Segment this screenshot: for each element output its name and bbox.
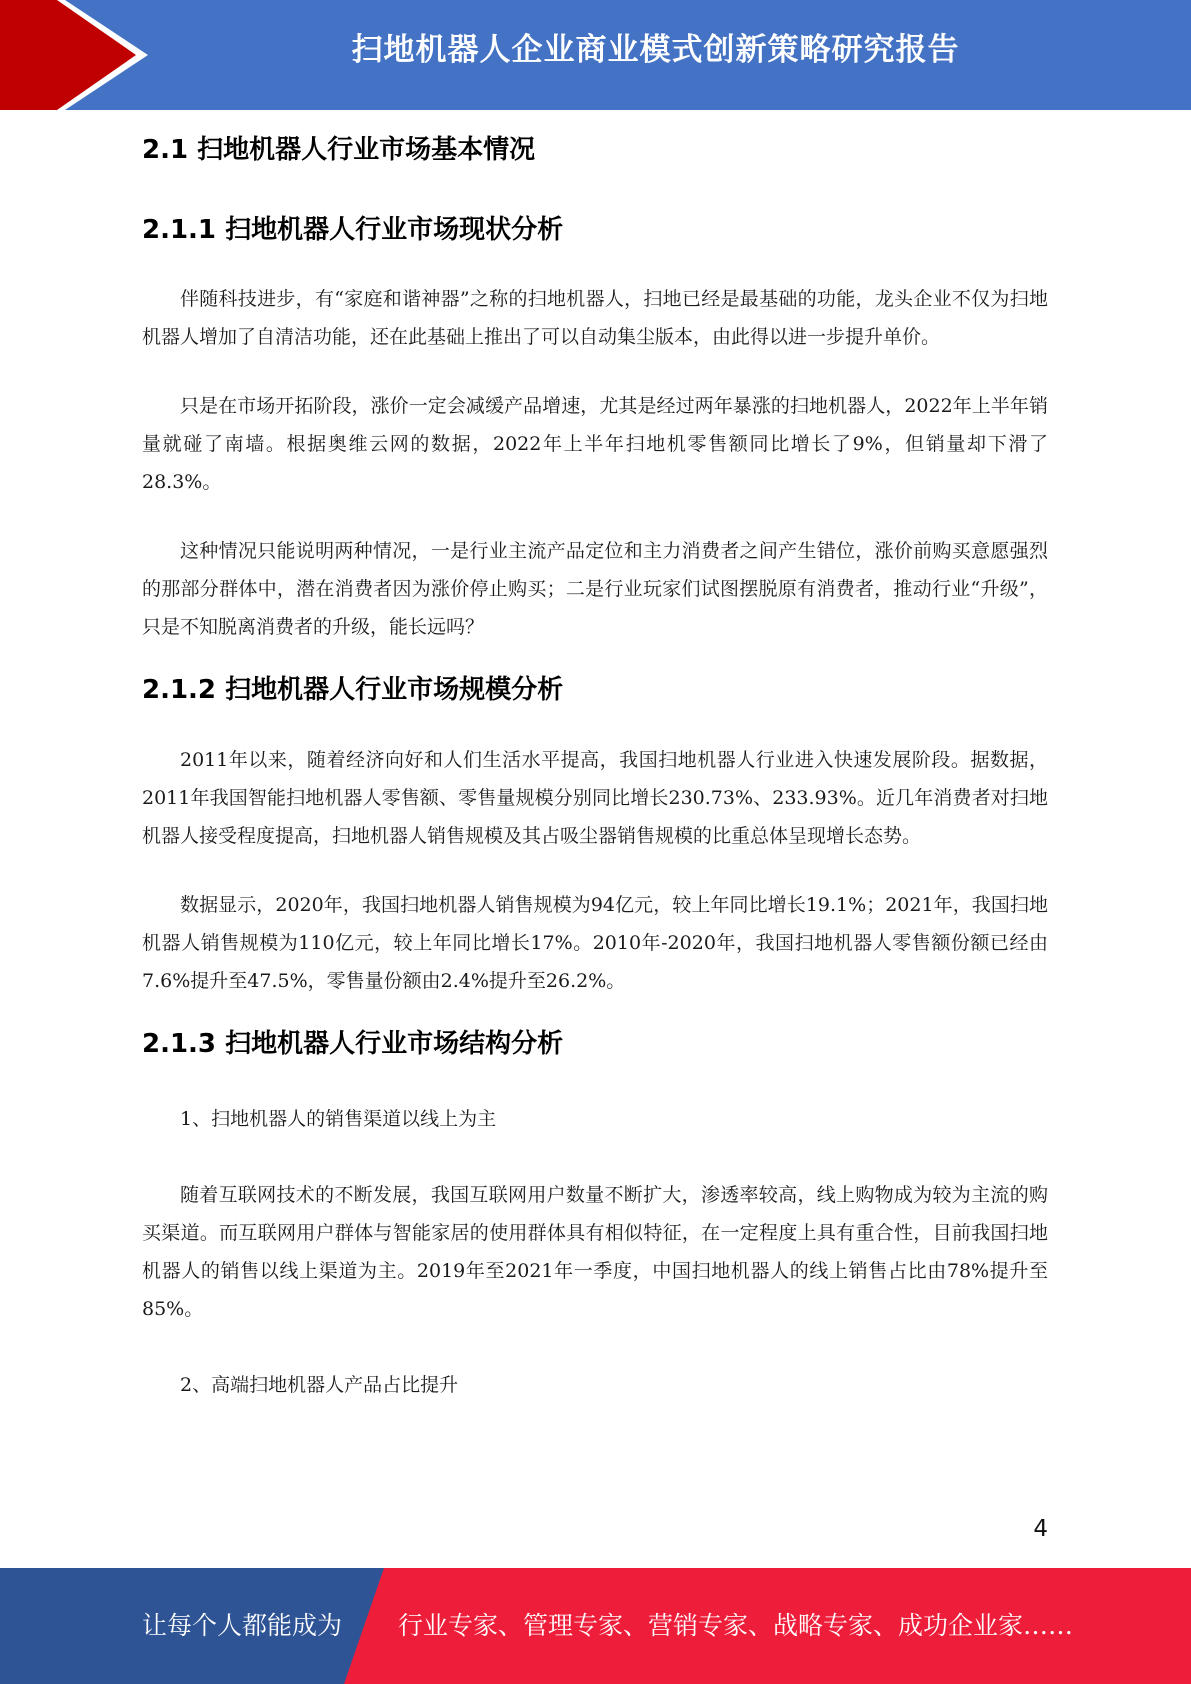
page-footer (0, 1568, 1191, 1684)
paragraph: 数据显示，2020年，我国扫地机器人销售规模为94亿元，较上年同比增长19.1%；2021年，我国扫地机器人销售规模为110亿元，较上年同比增长17%。2010年-2020年，我国扫地机器人零售额份额已经由7.6%提升至47.5%，零售量份额由2.4%提升至26.2%。 (142, 894, 1048, 992)
list-item: 2、高端扫地机器人产品占比提升 (180, 1374, 459, 1396)
paragraph: 这种情况只能说明两种情况，一是行业主流产品定位和主力消费者之间产生错位，涨价前购买意愿强烈的那部分群体中，潜在消费者因为涨价停止购买；二是行业玩家们试图摆脱原有消费者，推动行业“升级”，只是不知脱离消费者的升级，能长远吗？ (142, 540, 1048, 638)
subsection-heading-2-1-3: 2.1.3 扫地机器人行业市场结构分析 (142, 1029, 564, 1059)
page-content (142, 110, 1048, 1404)
footer-slogan-left: 让每个人都能成为 (142, 1611, 343, 1640)
paragraph: 2011年以来，随着经济向好和人们生活水平提高，我国扫地机器人行业进入快速发展阶段。据数据，2011年我国智能扫地机器人零售额、零售量规模分别同比增长230.73%、233.93%。近几年消费者对扫地机器人接受程度提高，扫地机器人销售规模及其占吸尘器销售规模的比重总体呈现增长态势。 (142, 749, 1048, 847)
subsection-heading-2-1-1: 2.1.1 扫地机器人行业市场现状分析 (142, 215, 564, 245)
report-title: 扫地机器人企业商业模式创新策略研究报告 (351, 32, 960, 68)
paragraph: 只是在市场开拓阶段，涨价一定会减缓产品增速，尤其是经过两年暴涨的扫地机器人，2022年上半年销量就碰了南墙。根据奥维云网的数据，2022年上半年扫地机零售额同比增长了9%，但销量却下滑了28.3%。 (142, 395, 1048, 493)
header-arrow-decoration (0, 0, 150, 110)
footer-slogan-right: 行业专家、管理专家、营销专家、战略专家、成功企业家…… (398, 1611, 1074, 1640)
section-heading-2-1: 2.1 扫地机器人行业市场基本情况 (142, 135, 536, 165)
page-number: 4 (1033, 1516, 1048, 1542)
page-header (0, 0, 1191, 110)
subsection-heading-2-1-2: 2.1.2 扫地机器人行业市场规模分析 (142, 675, 564, 705)
paragraph: 随着互联网技术的不断发展，我国互联网用户数量不断扩大，渗透率较高，线上购物成为较为主流的购买渠道。而互联网用户群体与智能家居的使用群体具有相似特征，在一定程度上具有重合性，目前我国扫地机器人的销售以线上渠道为主。2019年至2021年一季度，中国扫地机器人的线上销售占比由78%提升至85%。 (142, 1184, 1048, 1320)
list-item: 1、扫地机器人的销售渠道以线上为主 (180, 1108, 497, 1130)
paragraph: 伴随科技进步，有“家庭和谐神器”之称的扫地机器人，扫地已经是最基础的功能，龙头企业不仅为扫地机器人增加了自清洁功能，还在此基础上推出了可以自动集尘版本，由此得以进一步提升单价。 (142, 288, 1048, 348)
